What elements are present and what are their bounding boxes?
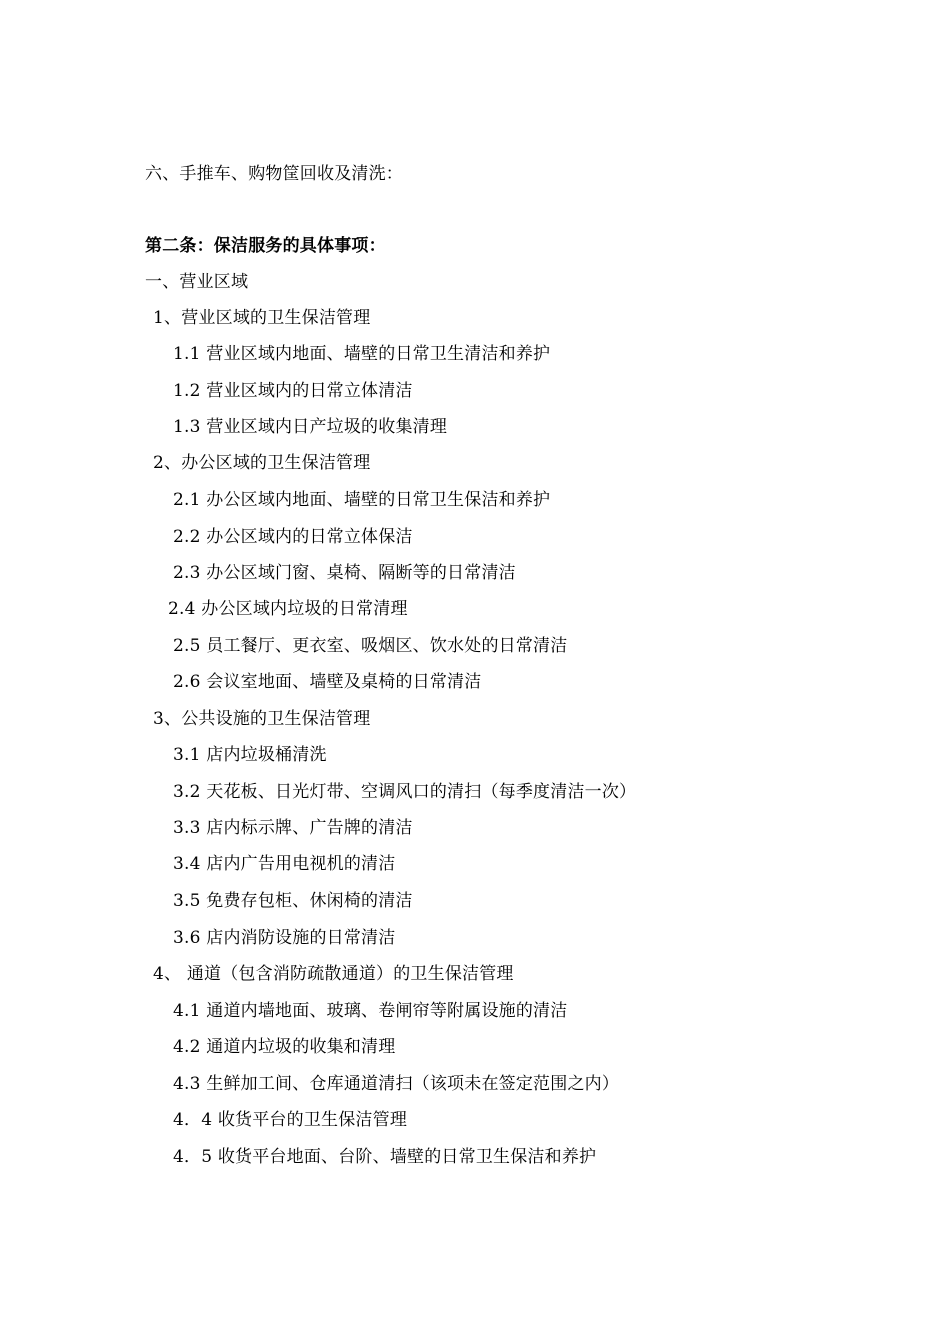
list-item: 3.1 店内垃圾桶清洗	[173, 745, 327, 765]
list-item: 3.3 店内标示牌、广告牌的清洁	[173, 818, 413, 838]
list-item: 2.4 办公区域内垃圾的日常清理	[168, 599, 408, 619]
list-item: 3.2 天花板、日光灯带、空调风口的清扫（每季度清洁一次）	[173, 782, 637, 802]
list-item: 4．5 收货平台地面、台阶、墙壁的日常卫生保洁和养护	[173, 1147, 597, 1167]
list-item: 2.5 员工餐厅、更衣室、吸烟区、饮水处的日常清洁	[173, 636, 568, 656]
list-item: 3.6 店内消防设施的日常清洁	[173, 928, 396, 948]
group-title-4: 4、 通道（包含消防疏散通道）的卫生保洁管理	[153, 964, 514, 984]
intro-line: 六、手推车、购物筐回收及清洗：	[145, 164, 403, 184]
section-title: 一、营业区域	[145, 272, 249, 292]
list-item: 2.2 办公区域内的日常立体保洁	[173, 527, 413, 547]
list-item: 1.1 营业区域内地面、墙壁的日常卫生清洁和养护	[173, 344, 551, 364]
list-item: 2.3 办公区域门窗、桌椅、隔断等的日常清洁	[173, 563, 516, 583]
list-item: 1.2 营业区域内的日常立体清洁	[173, 381, 413, 401]
list-item: 2.6 会议室地面、墙壁及桌椅的日常清洁	[173, 672, 482, 692]
group-title-2: 2、办公区域的卫生保洁管理	[153, 453, 371, 473]
list-item: 4.2 通道内垃圾的收集和清理	[173, 1037, 396, 1057]
list-item: 3.4 店内广告用电视机的清洁	[173, 854, 396, 874]
list-item: 3.5 免费存包柜、休闲椅的清洁	[173, 891, 413, 911]
list-item: 4.1 通道内墙地面、玻璃、卷闸帘等附属设施的清洁	[173, 1001, 568, 1021]
list-item: 2.1 办公区域内地面、墙壁的日常卫生保洁和养护	[173, 490, 551, 510]
group-title-1: 1、营业区域的卫生保洁管理	[153, 308, 371, 328]
article-heading: 第二条：保洁服务的具体事项：	[145, 236, 386, 256]
list-item: 4.3 生鲜加工间、仓库通道清扫（该项未在签定范围之内）	[173, 1074, 620, 1094]
list-item: 1.3 营业区域内日产垃圾的收集清理	[173, 417, 448, 437]
group-title-3: 3、公共设施的卫生保洁管理	[153, 709, 371, 729]
list-item: 4．4 收货平台的卫生保洁管理	[173, 1110, 408, 1130]
